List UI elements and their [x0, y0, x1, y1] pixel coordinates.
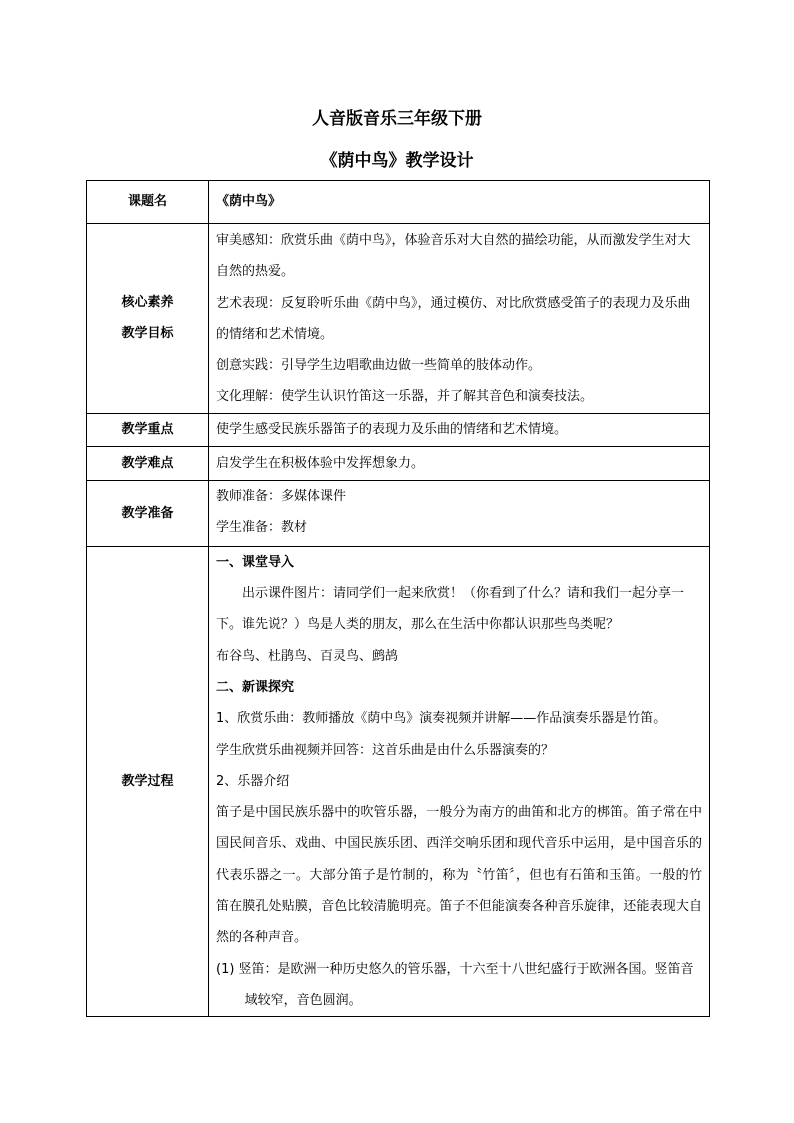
key-point-label: 教学重点: [87, 413, 209, 446]
table-row-process: [87, 546, 710, 1016]
lesson-plan-table: [86, 180, 710, 1017]
goals-label: [87, 224, 209, 414]
prep-teacher: 教师准备：多媒体课件: [216, 488, 347, 504]
goals-label-line1: 核心素养: [121, 295, 174, 311]
process-content: [209, 546, 710, 1016]
goal-creativity: 创意实践：引导学生边唱歌曲边做一些简单的肢体动作。: [216, 358, 542, 374]
topic-value-text: 《荫中鸟》: [216, 194, 282, 210]
prep-student: 学生准备：教材: [216, 520, 308, 536]
goal-culture: 文化理解：使学生认识竹笛这一乐器，并了解其音色和演奏技法。: [216, 389, 594, 405]
goal-aesthetic: 审美感知：欣赏乐曲《荫中鸟》，体验音乐对大自然的描绘功能，从而激发学生对大自然的热爱。: [216, 233, 691, 280]
section-explore-title: 二、新课探究: [216, 679, 295, 695]
topic-label: 课题名: [87, 181, 209, 224]
document-subtitle: 《荫中鸟》教学设计: [320, 151, 474, 171]
goal-expression: 艺术表现：反复聆听乐曲《荫中鸟》，通过模仿、对比欣赏感受笛子的表现力及乐曲的情绪和艺术情境。: [216, 295, 691, 342]
difficulty-value: 启发学生在积极体验中发挥想象力。: [209, 446, 710, 480]
table-row-goals: [87, 224, 710, 414]
table-row-preparation: [87, 480, 710, 546]
preparation-label: 教学准备: [87, 480, 209, 546]
section-explore-step1: 1、欣赏乐曲：教师播放《荫中鸟》演奏视频并讲解——作品演奏乐器是竹笛。: [216, 711, 667, 727]
section-explore-dizi-intro: 笛子是中国民族乐器中的吹管乐器，一般分为南方的曲笛和北方的梆笛。笛子常在中国民间音乐、戏曲、中国民族乐团、西洋交响乐团和现代音乐中运用，是中国音乐的代表乐器之一。大部分笛子是竹制的，称为〝竹笛〞，但也有石笛和玉笛。一般的竹笛在膜孔处贴膜，音色比较清脆明亮。笛子不但能演奏各种音乐旋律，还能表现大自然的各种声音。: [216, 805, 702, 946]
table-row-difficulty: [87, 446, 710, 480]
preparation-content: [209, 480, 710, 546]
section-intro-paragraph: 出示课件图片：请同学们一起来欣赏！（你看到了什么？请和我们一起分享一下。谁先说？）鸟是人类的朋友，那么在生活中你都认识那些鸟类呢？: [216, 586, 685, 633]
document-title: 人音版音乐三年级下册: [312, 109, 482, 129]
section-explore-question: 学生欣赏乐曲视频并回答：这首乐曲是由什么乐器演奏的？: [216, 742, 555, 758]
section-explore-step2: 2、乐器介绍: [216, 773, 290, 789]
goals-label-line2: 教学目标: [121, 326, 174, 342]
key-point-value: 使学生感受民族乐器笛子的表现力及乐曲的情绪和艺术情境。: [209, 413, 710, 446]
goals-content: [209, 224, 710, 414]
section-intro-birds: 布谷鸟、杜鹃鸟、百灵鸟、鹧鸪: [216, 648, 399, 664]
process-label: 教学过程: [87, 546, 209, 1016]
table-row-topic: [87, 181, 710, 224]
table-row-key-point: [87, 413, 710, 446]
section-intro-title: 一、课堂导入: [216, 554, 295, 570]
topic-value: [209, 181, 710, 224]
section-explore-recorder: (1) 竖笛：是欧洲一种历史悠久的管乐器，十六至十八世纪盛行于欧洲各国。竖笛音域较窄，音色圆润。: [216, 961, 694, 1008]
difficulty-label: 教学难点: [87, 446, 209, 480]
